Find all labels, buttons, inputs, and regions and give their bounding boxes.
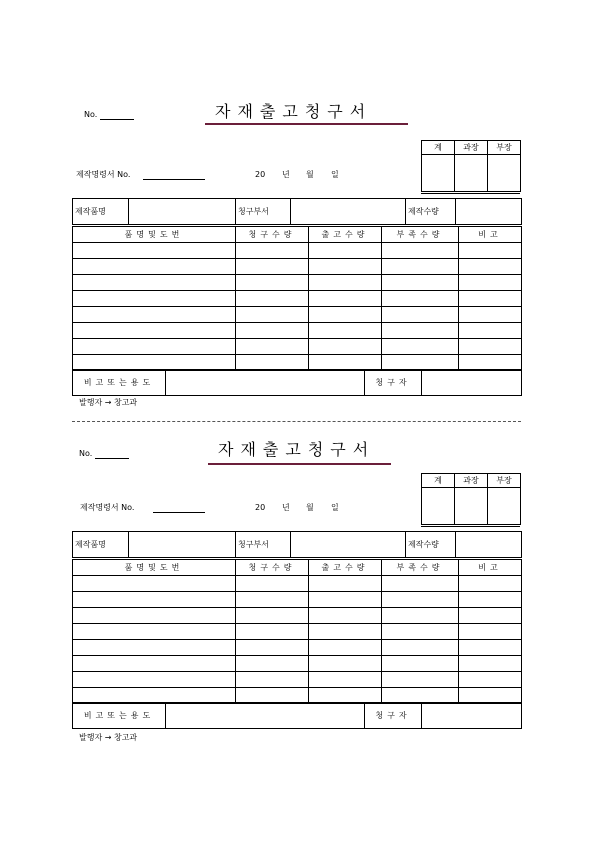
approval-stamp-box[interactable] <box>488 155 521 192</box>
item-cell[interactable] <box>236 243 309 259</box>
column-header: 청구수량 <box>236 560 309 576</box>
column-header: 품명및도번 <box>73 227 236 243</box>
item-cell[interactable] <box>73 576 236 592</box>
info-table <box>72 198 522 225</box>
product-field[interactable] <box>129 199 236 225</box>
requester-field[interactable] <box>422 370 522 396</box>
requester-field[interactable] <box>422 703 522 729</box>
item-cell[interactable] <box>459 640 522 656</box>
item-cell[interactable] <box>73 275 236 291</box>
remarks-field[interactable] <box>166 370 365 396</box>
cut-line <box>72 421 521 422</box>
items-table <box>72 559 522 704</box>
item-cell[interactable] <box>236 291 309 307</box>
item-cell[interactable] <box>309 339 382 355</box>
item-cell[interactable] <box>459 672 522 688</box>
work-order-label: 제작명령서 No. <box>76 170 131 179</box>
item-cell[interactable] <box>73 608 236 624</box>
item-cell[interactable] <box>382 672 459 688</box>
footer-note: 발행자 → 창고과 <box>79 733 138 742</box>
item-cell[interactable] <box>459 656 522 672</box>
item-cell[interactable] <box>382 323 459 339</box>
no-label: No. <box>79 449 93 458</box>
item-cell[interactable] <box>309 656 382 672</box>
table-row <box>73 672 522 688</box>
table-row <box>73 592 522 608</box>
date-year: 20 <box>255 503 266 512</box>
date-year-unit: 년 <box>282 503 290 512</box>
table-row <box>73 243 522 259</box>
item-cell[interactable] <box>459 339 522 355</box>
remarks-table <box>72 369 522 396</box>
approval-stamp-box[interactable] <box>455 488 488 525</box>
work-order-label: 제작명령서 No. <box>80 503 135 512</box>
qty-label: 제작수량 <box>406 199 456 225</box>
column-header: 부족수량 <box>382 560 459 576</box>
item-cell[interactable] <box>382 608 459 624</box>
qty-field[interactable] <box>456 199 522 225</box>
separator-line <box>421 193 520 194</box>
date-month: 월 <box>306 170 314 179</box>
date-year-unit: 년 <box>282 170 290 179</box>
no-blank[interactable] <box>100 110 134 120</box>
item-cell[interactable] <box>382 307 459 323</box>
info-table <box>72 531 522 558</box>
date-year: 20 <box>255 170 266 179</box>
item-cell[interactable] <box>236 576 309 592</box>
approval-header: 과장 <box>455 474 488 488</box>
table-row <box>73 291 522 307</box>
no-blank[interactable] <box>95 449 129 459</box>
item-cell[interactable] <box>236 307 309 323</box>
column-header: 비고 <box>459 227 522 243</box>
table-row <box>73 275 522 291</box>
dept-label: 청구부서 <box>236 199 291 225</box>
item-cell[interactable] <box>73 656 236 672</box>
title-underline <box>205 123 408 125</box>
item-cell[interactable] <box>73 672 236 688</box>
approval-header: 계 <box>422 474 455 488</box>
item-cell[interactable] <box>309 640 382 656</box>
item-cell[interactable] <box>236 323 309 339</box>
requester-label: 청구자 <box>365 370 422 396</box>
column-header: 출고수량 <box>309 227 382 243</box>
item-cell[interactable] <box>236 608 309 624</box>
footer-note: 발행자 → 창고과 <box>79 398 138 407</box>
item-cell[interactable] <box>382 243 459 259</box>
item-cell[interactable] <box>309 592 382 608</box>
item-cell[interactable] <box>459 592 522 608</box>
dept-label: 청구부서 <box>236 532 291 558</box>
item-cell[interactable] <box>459 291 522 307</box>
item-cell[interactable] <box>73 339 236 355</box>
approval-table <box>421 140 521 192</box>
item-cell[interactable] <box>382 291 459 307</box>
dept-field[interactable] <box>291 199 406 225</box>
item-cell[interactable] <box>382 339 459 355</box>
item-cell[interactable] <box>73 307 236 323</box>
item-cell[interactable] <box>459 624 522 640</box>
table-row <box>73 323 522 339</box>
no-label: No. <box>84 110 98 119</box>
item-cell[interactable] <box>73 291 236 307</box>
remarks-label: 비고또는용도 <box>73 370 166 396</box>
separator-line <box>421 526 520 527</box>
item-cell[interactable] <box>382 656 459 672</box>
table-row <box>73 339 522 355</box>
item-cell[interactable] <box>459 259 522 275</box>
table-row <box>73 576 522 592</box>
approval-stamp-box[interactable] <box>422 155 455 192</box>
qty-label: 제작수량 <box>406 532 456 558</box>
table-row <box>73 608 522 624</box>
table-row <box>73 640 522 656</box>
item-cell[interactable] <box>459 275 522 291</box>
approval-table <box>421 473 521 525</box>
column-header: 품명및도번 <box>73 560 236 576</box>
title-underline <box>208 463 391 465</box>
item-cell[interactable] <box>309 608 382 624</box>
item-cell[interactable] <box>459 243 522 259</box>
column-header: 출고수량 <box>309 560 382 576</box>
item-cell[interactable] <box>309 576 382 592</box>
item-cell[interactable] <box>236 259 309 275</box>
table-row <box>73 259 522 275</box>
qty-field[interactable] <box>456 532 522 558</box>
approval-header: 부장 <box>488 141 521 155</box>
item-cell[interactable] <box>459 608 522 624</box>
item-cell[interactable] <box>236 640 309 656</box>
work-order-blank[interactable] <box>143 170 205 180</box>
item-cell[interactable] <box>382 624 459 640</box>
approval-header: 부장 <box>488 474 521 488</box>
item-cell[interactable] <box>73 624 236 640</box>
item-cell[interactable] <box>382 275 459 291</box>
remarks-field[interactable] <box>166 703 365 729</box>
items-table <box>72 226 522 371</box>
item-cell[interactable] <box>459 323 522 339</box>
date-day: 일 <box>331 503 339 512</box>
item-cell[interactable] <box>382 259 459 275</box>
product-label: 제작품명 <box>73 532 129 558</box>
item-cell[interactable] <box>236 592 309 608</box>
approval-stamp-box[interactable] <box>422 488 455 525</box>
date-day: 일 <box>331 170 339 179</box>
remarks-label: 비고또는용도 <box>73 703 166 729</box>
item-cell[interactable] <box>309 275 382 291</box>
item-cell[interactable] <box>309 291 382 307</box>
item-cell[interactable] <box>236 339 309 355</box>
approval-header: 과장 <box>455 141 488 155</box>
product-label: 제작품명 <box>73 199 129 225</box>
approval-stamp-box[interactable] <box>488 488 521 525</box>
item-cell[interactable] <box>309 243 382 259</box>
item-cell[interactable] <box>309 624 382 640</box>
table-row <box>73 656 522 672</box>
column-header: 부족수량 <box>382 227 459 243</box>
item-cell[interactable] <box>309 259 382 275</box>
work-order-blank[interactable] <box>153 503 205 513</box>
item-cell[interactable] <box>236 672 309 688</box>
table-row <box>73 307 522 323</box>
item-cell[interactable] <box>236 624 309 640</box>
item-cell[interactable] <box>236 275 309 291</box>
item-cell[interactable] <box>73 259 236 275</box>
date-month: 월 <box>306 503 314 512</box>
table-row <box>73 624 522 640</box>
item-cell[interactable] <box>73 243 236 259</box>
item-cell[interactable] <box>459 307 522 323</box>
item-cell[interactable] <box>309 672 382 688</box>
remarks-table <box>72 702 522 729</box>
item-cell[interactable] <box>236 656 309 672</box>
product-field[interactable] <box>129 532 236 558</box>
item-cell[interactable] <box>459 576 522 592</box>
item-cell[interactable] <box>309 323 382 339</box>
form-title: 자재출고청구서 <box>218 440 376 459</box>
item-cell[interactable] <box>73 592 236 608</box>
column-header: 청구수량 <box>236 227 309 243</box>
item-cell[interactable] <box>382 576 459 592</box>
item-cell[interactable] <box>382 640 459 656</box>
dept-field[interactable] <box>291 532 406 558</box>
item-cell[interactable] <box>73 323 236 339</box>
column-header: 비고 <box>459 560 522 576</box>
approval-header: 계 <box>422 141 455 155</box>
approval-stamp-box[interactable] <box>455 155 488 192</box>
item-cell[interactable] <box>309 307 382 323</box>
form-title: 자재출고청구서 <box>215 102 373 121</box>
item-cell[interactable] <box>73 640 236 656</box>
requester-label: 청구자 <box>365 703 422 729</box>
item-cell[interactable] <box>382 592 459 608</box>
